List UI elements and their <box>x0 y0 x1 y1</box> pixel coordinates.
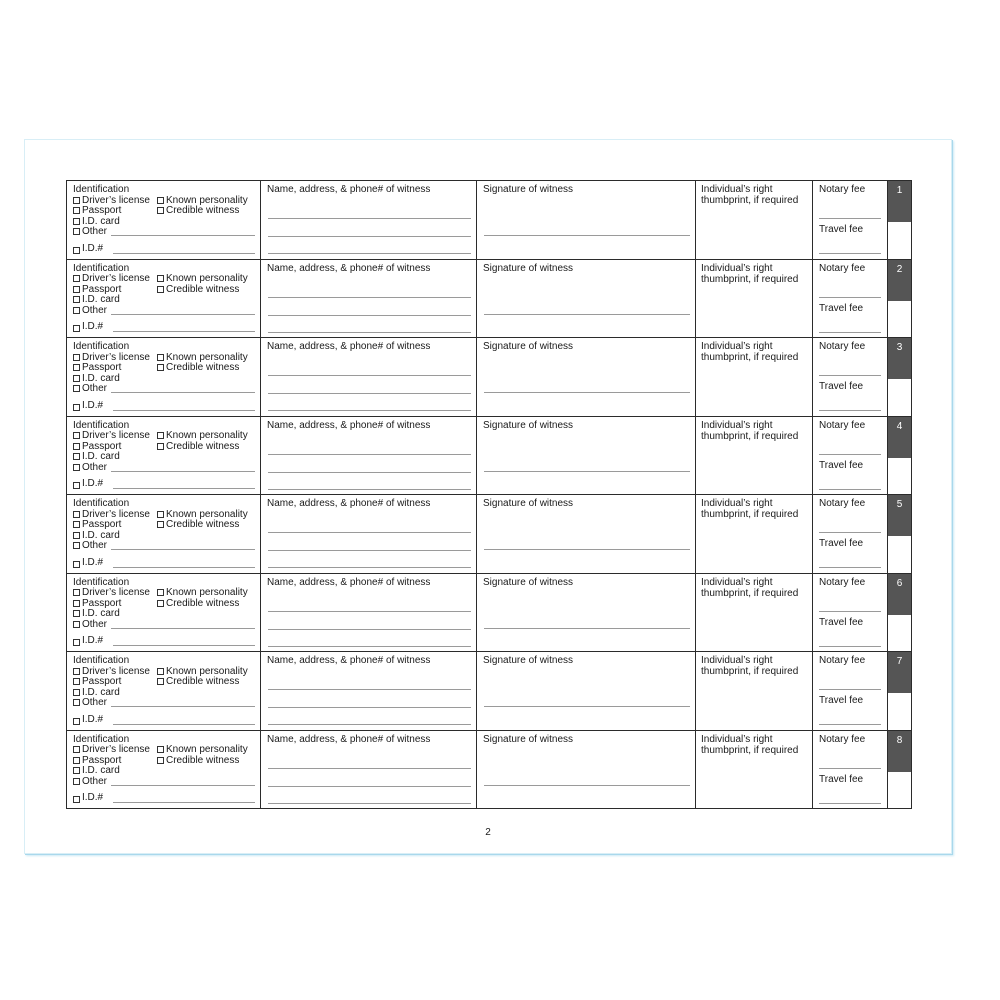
other-input-line[interactable] <box>111 384 255 393</box>
witness-signature-line[interactable] <box>484 706 690 707</box>
fees-cell <box>813 416 888 495</box>
notary-fee-label: Notary fee <box>819 655 866 666</box>
notary-fee-label: Notary fee <box>819 184 866 195</box>
notary-fee-label: Notary fee <box>819 341 866 352</box>
known-personality-checkbox[interactable] <box>157 432 164 439</box>
drivers-license-checkbox[interactable] <box>73 354 80 361</box>
id-card-label: I.D. card <box>82 765 120 777</box>
passport-label: Passport <box>82 362 122 374</box>
known-personality-label: Known personality <box>166 508 248 520</box>
witness-info-line[interactable] <box>268 689 471 690</box>
log-entry-row <box>67 495 912 574</box>
id-card-checkbox[interactable] <box>73 218 80 225</box>
witness-info-cell <box>261 730 477 809</box>
id-number-label: I.D.# <box>82 635 104 646</box>
drivers-license-checkbox[interactable] <box>73 511 80 518</box>
known-personality-label: Known personality <box>166 194 248 206</box>
witness-info-line[interactable] <box>268 707 471 708</box>
travel-fee-label: Travel fee <box>819 302 864 314</box>
credible-witness-label: Credible witness <box>166 283 240 295</box>
other-label: Other <box>82 304 108 316</box>
witness-info-label: Name, address, & phone# of witness <box>267 733 431 745</box>
id-number-input-line[interactable] <box>113 480 255 489</box>
witness-info-label: Name, address, & phone# of witness <box>267 184 431 195</box>
witness-info-line[interactable] <box>268 315 471 316</box>
witness-info-line[interactable] <box>268 646 471 647</box>
thumbprint-cell[interactable] <box>696 573 813 652</box>
id-card-label: I.D. card <box>82 294 120 306</box>
passport-checkbox[interactable] <box>73 443 80 450</box>
entry-number-cell <box>888 181 912 260</box>
witness-info-label: Name, address, & phone# of witness <box>267 262 431 274</box>
witness-signature-cell <box>477 730 696 809</box>
notary-fee-input-line[interactable] <box>819 375 881 376</box>
fees-cell <box>813 495 888 574</box>
credible-witness-checkbox[interactable] <box>157 286 164 293</box>
other-label: Other <box>82 697 108 709</box>
known-personality-checkbox[interactable] <box>157 668 164 675</box>
id-card-checkbox[interactable] <box>73 767 80 774</box>
id-number-label: I.D.# <box>82 242 104 254</box>
travel-fee-label: Travel fee <box>819 224 864 235</box>
credible-witness-label: Credible witness <box>166 754 240 766</box>
id-card-checkbox[interactable] <box>73 689 80 696</box>
id-number-checkbox[interactable] <box>73 639 80 646</box>
id-card-label: I.D. card <box>82 215 120 227</box>
travel-fee-input-line[interactable] <box>819 489 881 490</box>
notary-fee-label: Notary fee <box>819 419 866 431</box>
other-checkbox[interactable] <box>73 621 80 628</box>
id-number-label: I.D.# <box>82 399 104 411</box>
entry-number-cell <box>888 652 912 731</box>
entry-number-cell <box>888 495 912 574</box>
witness-info-cell <box>261 652 477 731</box>
identification-label: Identification <box>73 498 130 509</box>
identification-cell <box>67 259 261 338</box>
witness-signature-cell <box>477 259 696 338</box>
other-checkbox[interactable] <box>73 385 80 392</box>
witness-info-line[interactable] <box>268 472 471 473</box>
travel-fee-input-line[interactable] <box>819 410 881 411</box>
drivers-license-label: Driver’s license <box>82 508 150 520</box>
travel-fee-label: Travel fee <box>819 538 864 549</box>
witness-signature-cell <box>477 181 696 260</box>
passport-label: Passport <box>82 519 122 531</box>
witness-signature-cell <box>477 416 696 495</box>
witness-signature-line[interactable] <box>484 549 690 550</box>
witness-signature-line[interactable] <box>484 471 690 472</box>
notary-fee-input-line[interactable] <box>819 218 881 219</box>
witness-signature-line[interactable] <box>484 628 690 629</box>
entry-number-cell <box>888 416 912 495</box>
witness-signature-line[interactable] <box>484 785 690 786</box>
thumbprint-label-line1: Individual’s right <box>701 498 773 509</box>
fees-cell <box>813 259 888 338</box>
other-input-line[interactable] <box>111 620 255 629</box>
drivers-license-checkbox[interactable] <box>73 197 80 204</box>
drivers-license-label: Driver’s license <box>82 351 150 363</box>
witness-info-cell <box>261 338 477 417</box>
id-number-input-line[interactable] <box>113 245 255 254</box>
credible-witness-label: Credible witness <box>166 362 240 374</box>
thumbprint-cell[interactable] <box>696 259 813 338</box>
travel-fee-input-line[interactable] <box>819 646 881 647</box>
witness-signature-label: Signature of witness <box>483 655 574 666</box>
thumbprint-cell[interactable] <box>696 730 813 809</box>
id-number-checkbox[interactable] <box>73 247 80 254</box>
travel-fee-input-line[interactable] <box>819 803 881 804</box>
notary-fee-input-line[interactable] <box>819 689 881 690</box>
thumbprint-cell[interactable] <box>696 416 813 495</box>
drivers-license-label: Driver’s license <box>82 665 150 677</box>
identification-cell <box>67 573 261 652</box>
known-personality-checkbox[interactable] <box>157 197 164 204</box>
notary-fee-input-line[interactable] <box>819 454 881 455</box>
passport-label: Passport <box>82 597 122 609</box>
thumbprint-label-line1: Individual’s right <box>701 262 773 274</box>
log-entry-row <box>67 416 912 495</box>
credible-witness-checkbox[interactable] <box>157 600 164 607</box>
notary-fee-label: Notary fee <box>819 576 866 588</box>
identification-label: Identification <box>73 576 130 588</box>
notary-fee-label: Notary fee <box>819 733 866 745</box>
other-checkbox[interactable] <box>73 464 80 471</box>
identification-label: Identification <box>73 419 130 431</box>
id-number-label: I.D.# <box>82 321 104 332</box>
credible-witness-checkbox[interactable] <box>157 757 164 764</box>
identification-label: Identification <box>73 733 130 745</box>
id-number-checkbox[interactable] <box>73 561 80 568</box>
known-personality-label: Known personality <box>166 665 248 677</box>
witness-info-line[interactable] <box>268 218 471 219</box>
passport-checkbox[interactable] <box>73 207 80 214</box>
thumbprint-label-line1: Individual’s right <box>701 655 773 666</box>
witness-info-line[interactable] <box>268 724 471 725</box>
thumbprint-label-line1: Individual’s right <box>701 733 773 745</box>
notary-fee-label: Notary fee <box>819 498 866 509</box>
identification-cell <box>67 181 261 260</box>
id-card-label: I.D. card <box>82 372 120 384</box>
fees-cell <box>813 652 888 731</box>
notary-log-table <box>66 180 912 809</box>
id-card-checkbox[interactable] <box>73 453 80 460</box>
passport-label: Passport <box>82 676 122 688</box>
entry-number: 4 <box>888 417 911 458</box>
witness-signature-cell <box>477 495 696 574</box>
other-input-line[interactable] <box>111 227 255 236</box>
witness-signature-cell <box>477 573 696 652</box>
witness-info-label: Name, address, & phone# of witness <box>267 498 431 509</box>
id-number-checkbox[interactable] <box>73 325 80 332</box>
drivers-license-label: Driver’s license <box>82 273 150 285</box>
log-entry-row <box>67 573 912 652</box>
identification-cell <box>67 652 261 731</box>
id-number-label: I.D.# <box>82 792 104 803</box>
id-number-label: I.D.# <box>82 478 104 489</box>
log-entry-row <box>67 730 912 809</box>
known-personality-label: Known personality <box>166 744 248 756</box>
other-input-line[interactable] <box>111 541 255 550</box>
entry-number: 3 <box>888 338 911 379</box>
id-card-checkbox[interactable] <box>73 532 80 539</box>
witness-info-line[interactable] <box>268 786 471 787</box>
id-number-input-line[interactable] <box>113 402 255 411</box>
known-personality-checkbox[interactable] <box>157 511 164 518</box>
other-input-line[interactable] <box>111 698 255 707</box>
fees-cell <box>813 573 888 652</box>
log-entry-row <box>67 652 912 731</box>
witness-info-line[interactable] <box>268 768 471 769</box>
other-checkbox[interactable] <box>73 778 80 785</box>
witness-signature-line[interactable] <box>484 235 690 236</box>
passport-checkbox[interactable] <box>73 600 80 607</box>
notary-fee-input-line[interactable] <box>819 611 881 612</box>
travel-fee-label: Travel fee <box>819 459 864 471</box>
id-card-checkbox[interactable] <box>73 375 80 382</box>
credible-witness-label: Credible witness <box>166 597 240 609</box>
notary-fee-label: Notary fee <box>819 262 866 274</box>
known-personality-checkbox[interactable] <box>157 354 164 361</box>
entry-number: 1 <box>888 181 911 222</box>
witness-info-line[interactable] <box>268 489 471 490</box>
identification-cell <box>67 730 261 809</box>
entry-number: 2 <box>888 260 911 301</box>
other-label: Other <box>82 775 108 787</box>
witness-info-line[interactable] <box>268 611 471 612</box>
travel-fee-label: Travel fee <box>819 381 864 392</box>
other-label: Other <box>82 461 108 473</box>
fees-cell <box>813 338 888 417</box>
witness-info-cell <box>261 416 477 495</box>
page-number: 2 <box>485 827 491 838</box>
drivers-license-checkbox[interactable] <box>73 432 80 439</box>
entry-number: 6 <box>888 574 911 615</box>
thumbprint-label-line1: Individual’s right <box>701 341 773 352</box>
identification-cell <box>67 495 261 574</box>
other-checkbox[interactable] <box>73 542 80 549</box>
id-number-checkbox[interactable] <box>73 482 80 489</box>
travel-fee-input-line[interactable] <box>819 567 881 568</box>
entry-number-cell <box>888 573 912 652</box>
other-checkbox[interactable] <box>73 699 80 706</box>
thumbprint-label-line1: Individual’s right <box>701 419 773 431</box>
witness-info-cell <box>261 181 477 260</box>
thumbprint-label-line1: Individual’s right <box>701 576 773 588</box>
thumbprint-label-line2: thumbprint, if required <box>701 430 799 442</box>
other-label: Other <box>82 618 108 630</box>
drivers-license-checkbox[interactable] <box>73 668 80 675</box>
thumbprint-label-line2: thumbprint, if required <box>701 195 799 206</box>
travel-fee-input-line[interactable] <box>819 332 881 333</box>
entry-number-cell <box>888 259 912 338</box>
id-card-label: I.D. card <box>82 451 120 463</box>
entry-number: 7 <box>888 652 911 693</box>
entry-number: 5 <box>888 495 911 536</box>
entry-number-cell <box>888 730 912 809</box>
passport-label: Passport <box>82 754 122 766</box>
travel-fee-input-line[interactable] <box>819 253 881 254</box>
fees-cell <box>813 730 888 809</box>
travel-fee-input-line[interactable] <box>819 724 881 725</box>
witness-info-cell <box>261 573 477 652</box>
credible-witness-label: Credible witness <box>166 205 240 217</box>
drivers-license-label: Driver’s license <box>82 587 150 599</box>
thumbprint-cell[interactable] <box>696 495 813 574</box>
id-number-input-line[interactable] <box>113 794 255 803</box>
identification-label: Identification <box>73 184 130 195</box>
passport-checkbox[interactable] <box>73 364 80 371</box>
witness-signature-label: Signature of witness <box>483 733 574 745</box>
witness-signature-label: Signature of witness <box>483 262 574 274</box>
passport-checkbox[interactable] <box>73 521 80 528</box>
thumbprint-label-line2: thumbprint, if required <box>701 352 799 363</box>
witness-signature-label: Signature of witness <box>483 498 574 509</box>
drivers-license-label: Driver’s license <box>82 744 150 756</box>
witness-info-label: Name, address, & phone# of witness <box>267 419 431 431</box>
drivers-license-checkbox[interactable] <box>73 589 80 596</box>
other-label: Other <box>82 226 108 238</box>
witness-info-cell <box>261 259 477 338</box>
credible-witness-label: Credible witness <box>166 440 240 452</box>
credible-witness-label: Credible witness <box>166 519 240 531</box>
witness-info-line[interactable] <box>268 567 471 568</box>
witness-info-line[interactable] <box>268 629 471 630</box>
other-input-line[interactable] <box>111 306 255 315</box>
known-personality-checkbox[interactable] <box>157 746 164 753</box>
notary-fee-input-line[interactable] <box>819 532 881 533</box>
witness-info-line[interactable] <box>268 332 471 333</box>
entry-number-cell <box>888 338 912 417</box>
known-personality-label: Known personality <box>166 351 248 363</box>
witness-signature-label: Signature of witness <box>483 419 574 431</box>
passport-checkbox[interactable] <box>73 286 80 293</box>
thumbprint-cell[interactable] <box>696 181 813 260</box>
witness-info-line[interactable] <box>268 297 471 298</box>
thumbprint-label-line2: thumbprint, if required <box>701 666 799 677</box>
identification-label: Identification <box>73 655 130 666</box>
witness-info-line[interactable] <box>268 375 471 376</box>
passport-checkbox[interactable] <box>73 757 80 764</box>
other-checkbox[interactable] <box>73 307 80 314</box>
identification-label: Identification <box>73 341 130 352</box>
passport-label: Passport <box>82 283 122 295</box>
witness-info-label: Name, address, & phone# of witness <box>267 655 431 666</box>
id-card-label: I.D. card <box>82 529 120 541</box>
thumbprint-cell[interactable] <box>696 652 813 731</box>
identification-label: Identification <box>73 262 130 274</box>
other-label: Other <box>82 540 108 552</box>
credible-witness-checkbox[interactable] <box>157 521 164 528</box>
entry-number: 8 <box>888 731 911 772</box>
witness-signature-label: Signature of witness <box>483 341 574 352</box>
witness-signature-cell <box>477 652 696 731</box>
credible-witness-label: Credible witness <box>166 676 240 688</box>
witness-info-label: Name, address, & phone# of witness <box>267 576 431 588</box>
id-number-input-line[interactable] <box>113 323 255 332</box>
identification-cell <box>67 338 261 417</box>
notary-fee-input-line[interactable] <box>819 297 881 298</box>
witness-signature-label: Signature of witness <box>483 576 574 588</box>
drivers-license-checkbox[interactable] <box>73 746 80 753</box>
thumbprint-label-line2: thumbprint, if required <box>701 273 799 285</box>
witness-signature-line[interactable] <box>484 392 690 393</box>
travel-fee-label: Travel fee <box>819 773 864 785</box>
other-input-line[interactable] <box>111 463 255 472</box>
id-number-input-line[interactable] <box>113 637 255 646</box>
id-number-input-line[interactable] <box>113 559 255 568</box>
known-personality-label: Known personality <box>166 430 248 442</box>
known-personality-checkbox[interactable] <box>157 275 164 282</box>
other-input-line[interactable] <box>111 777 255 786</box>
witness-signature-line[interactable] <box>484 314 690 315</box>
id-number-checkbox[interactable] <box>73 718 80 725</box>
other-checkbox[interactable] <box>73 228 80 235</box>
thumbprint-cell[interactable] <box>696 338 813 417</box>
id-number-label: I.D.# <box>82 713 104 725</box>
travel-fee-label: Travel fee <box>819 616 864 628</box>
id-number-checkbox[interactable] <box>73 796 80 803</box>
passport-label: Passport <box>82 205 122 217</box>
id-number-checkbox[interactable] <box>73 404 80 411</box>
credible-witness-checkbox[interactable] <box>157 443 164 450</box>
witness-info-line[interactable] <box>268 236 471 237</box>
witness-info-cell <box>261 495 477 574</box>
log-entry-row <box>67 181 912 260</box>
id-card-label: I.D. card <box>82 608 120 620</box>
witness-info-line[interactable] <box>268 803 471 804</box>
identification-cell <box>67 416 261 495</box>
witness-info-line[interactable] <box>268 532 471 533</box>
drivers-license-checkbox[interactable] <box>73 275 80 282</box>
id-card-checkbox[interactable] <box>73 610 80 617</box>
known-personality-label: Known personality <box>166 587 248 599</box>
fees-cell <box>813 181 888 260</box>
thumbprint-label-line2: thumbprint, if required <box>701 587 799 599</box>
document-page <box>24 139 952 854</box>
id-number-label: I.D.# <box>82 556 104 568</box>
passport-label: Passport <box>82 440 122 452</box>
witness-signature-cell <box>477 338 696 417</box>
credible-witness-checkbox[interactable] <box>157 207 164 214</box>
drivers-license-label: Driver’s license <box>82 194 150 206</box>
credible-witness-checkbox[interactable] <box>157 364 164 371</box>
known-personality-checkbox[interactable] <box>157 589 164 596</box>
thumbprint-label-line2: thumbprint, if required <box>701 509 799 520</box>
id-number-input-line[interactable] <box>113 716 255 725</box>
other-label: Other <box>82 383 108 395</box>
witness-info-line[interactable] <box>268 393 471 394</box>
notary-fee-input-line[interactable] <box>819 768 881 769</box>
thumbprint-label-line2: thumbprint, if required <box>701 744 799 756</box>
log-entry-row <box>67 259 912 338</box>
witness-signature-label: Signature of witness <box>483 184 574 195</box>
thumbprint-label-line1: Individual’s right <box>701 184 773 195</box>
witness-info-line[interactable] <box>268 253 471 254</box>
witness-info-label: Name, address, & phone# of witness <box>267 341 431 352</box>
credible-witness-checkbox[interactable] <box>157 678 164 685</box>
travel-fee-label: Travel fee <box>819 695 864 706</box>
passport-checkbox[interactable] <box>73 678 80 685</box>
id-card-checkbox[interactable] <box>73 296 80 303</box>
witness-info-line[interactable] <box>268 550 471 551</box>
drivers-license-label: Driver’s license <box>82 430 150 442</box>
witness-info-line[interactable] <box>268 454 471 455</box>
known-personality-label: Known personality <box>166 273 248 285</box>
id-card-label: I.D. card <box>82 686 120 698</box>
witness-info-line[interactable] <box>268 410 471 411</box>
log-entry-row <box>67 338 912 417</box>
